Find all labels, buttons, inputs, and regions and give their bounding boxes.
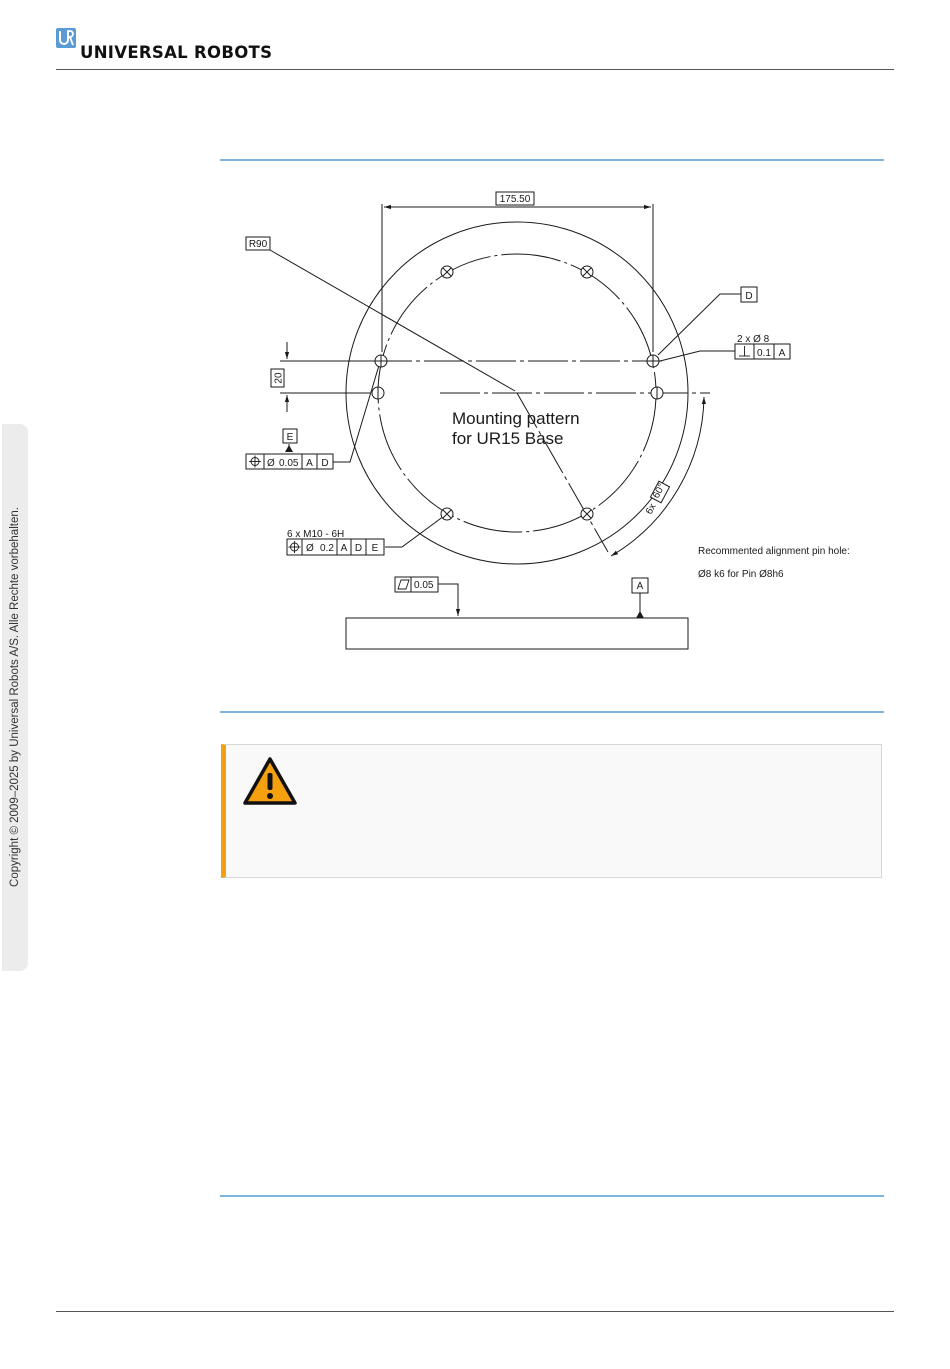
pos-tol-thread-ref3: E [371, 543, 379, 554]
thread-spec: 6 x M10 - 6H [287, 529, 345, 540]
section-divider-top [220, 159, 884, 161]
thread-hole-top-right [581, 266, 593, 278]
angle-count: 6x [643, 501, 659, 517]
mounting-pattern-drawing [230, 180, 890, 660]
pin-hole-left [375, 355, 387, 367]
brand-name: UNIVERSAL ROBOTS [80, 43, 273, 62]
dim-width-label: 175.50 [499, 194, 531, 205]
diameter-symbol: Ø [306, 543, 314, 554]
base-plate-section [346, 618, 688, 649]
pin-hole-spec: 2 x Ø 8 [737, 334, 770, 345]
header-divider [56, 69, 894, 70]
ur-logo-icon [56, 28, 76, 48]
pos-tol-e-ref2: D [321, 458, 329, 469]
flatness-value: 0.05 [414, 580, 434, 591]
perp-ref: A [778, 348, 786, 359]
thread-hole-right [651, 387, 663, 399]
thread-hole-top-left [441, 266, 453, 278]
diameter-symbol: Ø [267, 458, 275, 469]
footer-divider [56, 1311, 894, 1312]
alignment-note-line1: Recommented alignment pin hole: [698, 546, 850, 557]
pos-tol-thread-ref1: A [340, 543, 348, 554]
alignment-note-line2: Ø8 k6 for Pin Ø8h6 [698, 569, 784, 580]
dim-20-label: 20 [273, 372, 285, 384]
side-copyright-tab [2, 424, 28, 971]
warning-box [221, 744, 882, 878]
center-label-line2: for UR15 Base [452, 429, 564, 448]
pos-tol-thread-value: 0.2 [320, 543, 334, 554]
pos-tol-e-value: 0.05 [279, 458, 299, 469]
copyright-text: Copyright © 2009–2025 by Universal Robots A/S. Alle Rechte vorbehalten. [9, 507, 21, 887]
pos-tol-thread-ref2: D [354, 543, 363, 554]
datum-e-label: E [286, 432, 294, 443]
section-divider-mid [220, 711, 884, 713]
warning-triangle-icon [242, 756, 298, 806]
radius-label: R90 [248, 239, 268, 250]
angle-value: 60° [650, 481, 668, 501]
thread-hole-bottom-left [441, 508, 453, 520]
datum-a-label: A [636, 581, 644, 592]
section-divider-bottom [220, 1195, 884, 1197]
datum-d-label: D [745, 291, 753, 302]
perp-tolerance: 0.1 [757, 348, 771, 359]
pin-hole-right [647, 355, 659, 367]
center-label-line1: Mounting pattern [452, 409, 580, 428]
pos-tol-e-ref1: A [306, 458, 313, 469]
thread-hole-left [372, 387, 384, 399]
thread-hole-bottom-right [581, 508, 593, 520]
